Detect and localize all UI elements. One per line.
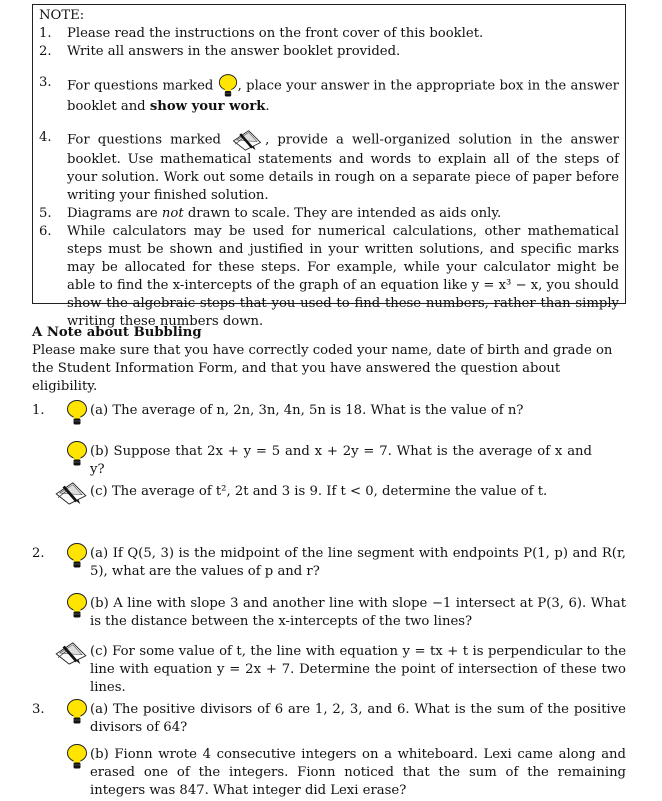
note-item-3: 3. For questions marked , place your answer in the appropriate box in the answer booklet and show your work. — [39, 75, 619, 114]
pencil-icon — [52, 641, 90, 665]
bubbling-section — [32, 324, 626, 396]
question-1: 1. (a) The average of n, 2n, 3n, 4n, 5n is 18. What is the value of n? (b) Suppose that 2x + y = 5 and x + 2y = 7. What is the average of x and y? (c) The average of t², 2t and 3 is 9. If t < 0, determine the value of t. — [32, 402, 626, 512]
note-title: NOTE: — [39, 8, 85, 23]
pencil-icon — [229, 129, 265, 151]
bubbling-title: A Note about Bubbling — [32, 325, 202, 340]
question-2: 2. (a) If Q(5, 3) is the midpoint of the line segment with endpoints P(1, p) and R(r, 5), what are the values of p and r? (b) A line with slope 3 and another line with slope −1 intersect at P(3, 6). What is the distance between the x-intercepts of the two lines? (c) For some value of t, the line with equation y = tx + t is perpendicular to the line with equation y = 2x + 7. Determine the point of intersection of these two lines. — [32, 545, 626, 685]
question-number: 3. — [32, 702, 45, 717]
bubbling-text: Please make sure that you have correctly coded your name, date of birth and grade on the Student Information Form, and that you have answered the question about eligibility. — [32, 343, 613, 394]
note-item-4: 4. For questions marked , provide a well-organized solution in the answer booklet. Use mathematical statements and words to explain all of the steps of your solution. Work out some details in rough on a separate piece of paper before writing your finished solution. — [39, 130, 619, 203]
lightbulb-icon — [66, 744, 88, 770]
note-item-6: 6. While calculators may be used for numerical calculations, other mathematical steps must be shown and justified in your written solutions, and specific marks may be allocated for these steps. For example, while your calculator might be able to find the x-intercepts of the graph of an equation like y = x³ − x, you should show the algebraic steps that you used to find these numbers, rather than simply writing these numbers down. — [39, 224, 619, 329]
note-item-5: 5. Diagrams are not drawn to scale. They are intended as aids only. — [39, 206, 502, 221]
note-box — [32, 4, 626, 329]
lightbulb-icon — [66, 543, 88, 569]
lightbulb-icon — [66, 699, 88, 725]
lightbulb-icon — [218, 74, 238, 98]
note-item-1: 1. Please read the instructions on the front cover of this booklet. — [39, 26, 484, 41]
lightbulb-icon — [66, 593, 88, 619]
question-number: 1. — [32, 403, 45, 418]
question-3: 3. (a) The positive divisors of 6 are 1, 2, 3, and 6. What is the sum of the positive divisors of 64? (b) Fionn wrote 4 consecutive integers on a whiteboard. Lexi came along and erased one of the integers. Fionn noticed that the sum of the remaining integers was 847. What integer did Lexi erase? — [32, 701, 626, 801]
note-list — [39, 25, 619, 331]
lightbulb-icon — [66, 400, 88, 426]
note-item-2: 2. Write all answers in the answer booklet provided. — [39, 44, 401, 59]
pencil-icon — [52, 481, 90, 505]
lightbulb-icon — [66, 441, 88, 467]
question-number: 2. — [32, 546, 45, 561]
